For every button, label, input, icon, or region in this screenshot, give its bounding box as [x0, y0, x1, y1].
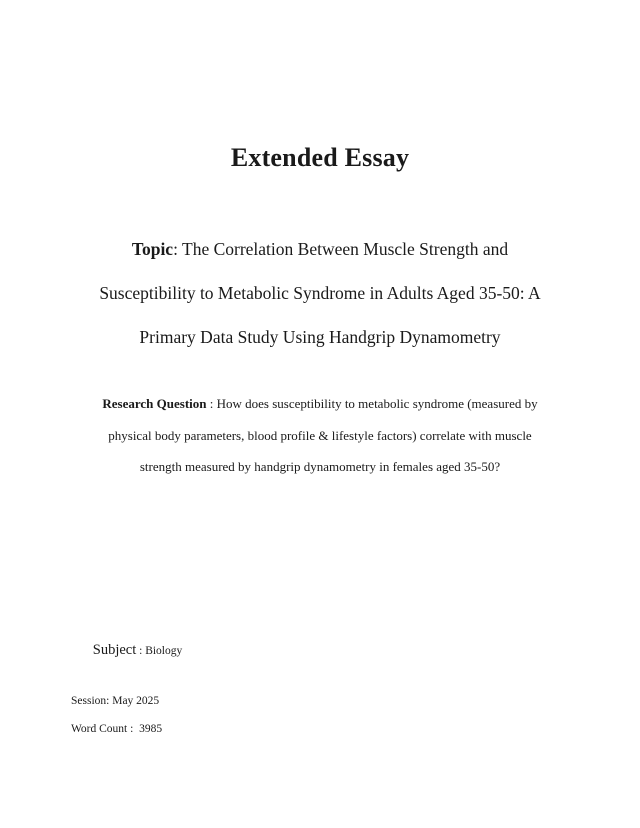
document-meta-block [71, 620, 182, 737]
research-question-line-3: strength measured by handgrip dynamometry in females aged 35-50? [139, 459, 501, 474]
research-question-line-2: physical body parameters, blood profile & lifestyle factors) correlate with muscle [108, 427, 532, 443]
subject-value: : Biology [136, 645, 183, 657]
topic-line-1 [62, 227, 578, 271]
research-question-text-line-1: How does susceptibility to metabolic syndrome (measured by [216, 396, 538, 411]
session-line: Session: May 2025 [71, 695, 160, 707]
topic-label: Topic [131, 239, 174, 259]
research-question-line-1 [62, 388, 578, 420]
word-count-line: Word Count : 3985 [71, 723, 163, 735]
topic-block [62, 227, 578, 359]
topic-text-line-1: The Correlation Between Muscle Strength and [182, 239, 509, 259]
topic-line-3: Primary Data Study Using Handgrip Dynamometry [139, 327, 501, 347]
topic-line-2: Susceptibility to Metabolic Syndrome in Adults Aged 35-50: A [99, 283, 541, 303]
subject-label: Subject [92, 642, 137, 658]
research-question-block [62, 388, 578, 483]
research-question-label: Research Question [102, 396, 207, 411]
subject-line [71, 620, 182, 681]
research-question-separator: : [206, 396, 217, 411]
page-title: Extended Essay [230, 143, 410, 173]
topic-separator: : [173, 239, 182, 259]
